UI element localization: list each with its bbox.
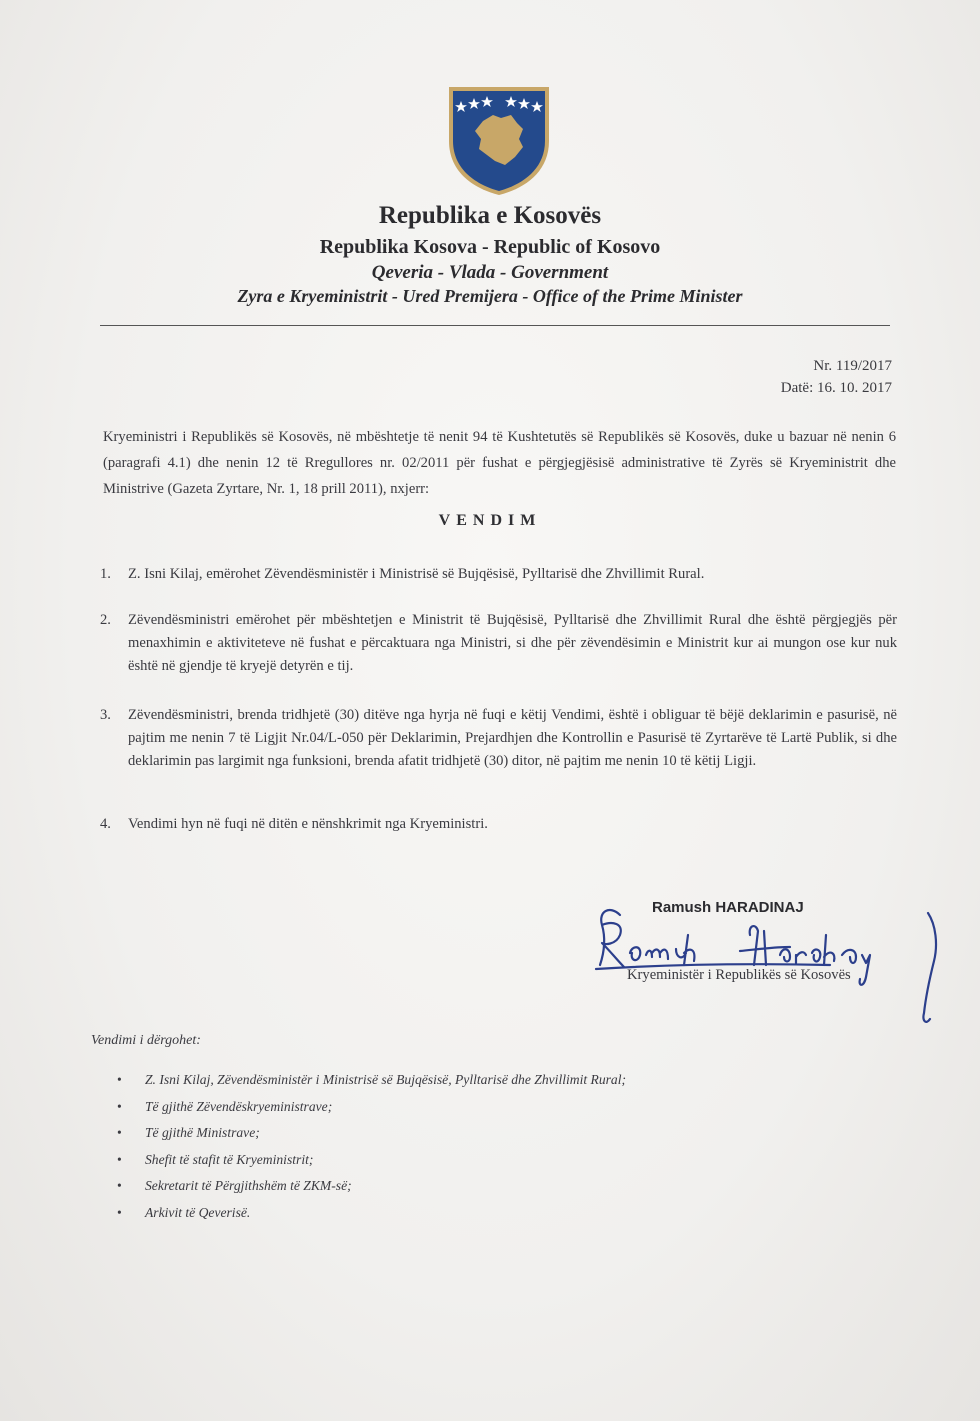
bullet-icon: • [117,1151,122,1167]
office-name: Zyra e Kryeministrit - Ured Premijera - Office of the Prime Minister [237,286,743,306]
bullet-icon: • [117,1098,122,1114]
list-item [113,1147,626,1174]
list-item [113,1067,626,1094]
recipient: Z. Isni Kilaj, Zëvendësministër i Ministrisë së Bujqësisë, Pylltarisë dhe Zhvillimit Rural; [145,1072,627,1087]
signatory-name: Ramush HARADINAJ [652,899,804,916]
handwritten-signature [580,895,960,1035]
government-name: Qeveria - Vlada - Government [371,262,609,283]
document-date: Datë: 16. 10. 2017 [780,380,892,396]
list-item [113,1120,626,1147]
country-name-multilingual: Republika Kosova - Republic of Kosovo [319,236,661,258]
kosovo-coat-of-arms-icon [443,85,555,197]
recipient: Sekretarit të Përgjithshëm të ZKM-së; [145,1178,352,1193]
recipient: Të gjithë Zëvendëskryeministrave; [145,1098,333,1114]
bullet-icon: • [117,1178,122,1193]
bullet-icon: • [117,1072,122,1087]
article-text: Zëvendësministri, brenda tridhjetë (30) ditëve nga hyrja në fuqi e këtij Vendimi, është i obliguar të bëjë deklarimin e pasurisë, në pajtim me nenin 7 të Ligjit Nr.04/L-050 për Deklarimin, Prejardhjen dhe Kontrollin e Pasurisë të Zyrtarëve të Lartë Publik, si dhe deklarimin pas largimit nga funksioni, brenda afatit tridhjetë (30) ditor, në pajtim me nenin 10 të këtij Ligji. [128,707,897,769]
document-number: Nr. 119/2017 [813,358,892,374]
distribution-list [113,1067,626,1226]
article-text: Zëvendësministri emërohet për mbështetjen e Ministrit të Bujqësisë, Pylltarisë dhe Zhvillimit Rural dhe është përgjegjës për menaxhimin e aktiviteteve në fushat e përcaktuara nga Ministri, si dhe për zëvendësimin e Ministrit kur ai mungon ose kur nuk është në gjendje të kryejë detyrën e tij. [128,612,897,674]
list-item [113,1173,626,1200]
header-divider [100,325,890,326]
article-1 [100,563,897,586]
bullet-icon: • [117,1204,122,1220]
article-3 [100,704,897,773]
article-text: Z. Isni Kilaj, emërohet Zëvendësministër i Ministrisë së Bujqësisë, Pylltarisë dhe Zhvillimit Rural. [128,566,705,582]
article-number: 1. [100,566,111,582]
recipient: Të gjithë Ministrave; [145,1125,260,1140]
recipient: Shefit të stafit të Kryeministrit; [145,1151,314,1167]
country-name: Republika e Kosovës [378,202,602,229]
article-number: 2. [100,612,111,628]
bullet-icon: • [117,1125,122,1140]
distribution-heading: Vendimi i dërgohet: [91,1033,201,1048]
article-number: 4. [100,816,111,832]
preamble-paragraph: Kryeministri i Republikës së Kosovës, në mbështetje të nenit 94 të Kushtetutës së Republikës së Kosovës, duke u bazuar në nenin 6 (paragrafi 4.1) dhe nenin 12 të Rregullores nr. 02/2011 për fushat e përgjegjësisë administrative të Zyrës së Kryeministrit dhe Ministrive (Gazeta Zyrtare, Nr. 1, 18 prill 2011), nxjerr: [103,429,896,497]
article-2 [100,609,897,678]
signatory-title: Kryeministër i Republikës së Kosovës [627,967,851,983]
article-4 [100,813,897,836]
decision-title: VENDIM [438,512,542,529]
recipient: Arkivit të Qeverisë. [145,1204,251,1220]
article-text: Vendimi hyn në fuqi në ditën e nënshkrimit nga Kryeministri. [128,816,488,832]
list-item [113,1094,626,1121]
article-number: 3. [100,707,111,723]
list-item [113,1200,626,1227]
